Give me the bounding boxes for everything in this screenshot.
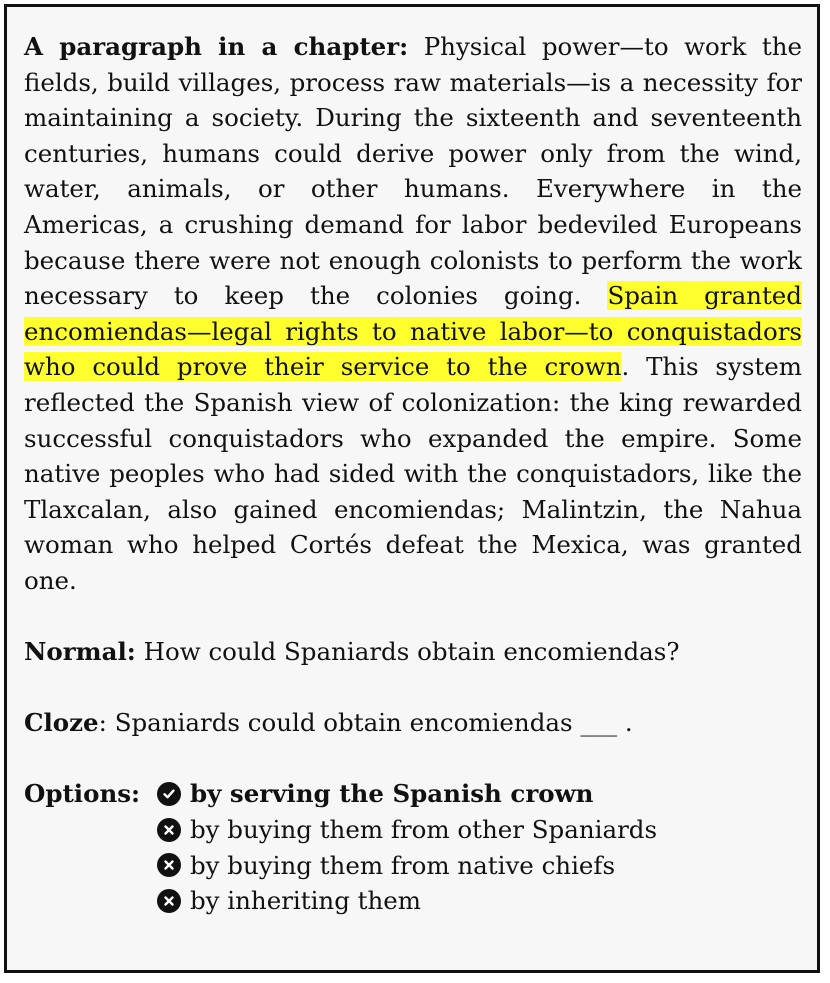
options-label: Options:: [24, 779, 141, 809]
option-item-2: [24, 812, 802, 848]
x-circle-icon: [157, 818, 181, 842]
spacer: [24, 741, 802, 777]
option-text: by buying them from native chiefs: [190, 850, 616, 880]
option-item-1: [24, 776, 802, 812]
spacer: [24, 670, 802, 706]
cloze-label: Cloze: [24, 708, 99, 738]
chapter-paragraph: [24, 29, 802, 599]
normal-question: [24, 634, 802, 670]
highlighted-sentence: Spain granted encomiendas—legal rights to native labor—to conquistadors who could prove their service to the crown: [24, 281, 802, 382]
option-item-4: [24, 883, 802, 919]
spacer: [24, 599, 802, 635]
document-frame: [4, 4, 820, 973]
paragraph-text-after: . This system reflected the Spanish view of colonization: the king rewarded successful conquistadors who expanded the empire. Some native peoples who had sided with the conquistadors, like the Tlaxcalan, also gained encomiendas; Malintzin, the Nahua woman who helped Cortés defeat the Mexica, was granted one.: [24, 352, 802, 595]
normal-text: How could Spaniards obtain encomiendas?: [135, 637, 680, 667]
x-circle-icon: [157, 853, 181, 877]
paragraph-text-before: Physical power—to work the fields, build villages, process raw materials—is a necessity for maintaining a society. During the sixteenth and seventeenth centuries, humans could derive power only from the wind, water, animals, or other humans. Everywhere in the Americas, a crushing demand for labor bedeviled Europeans because there were not enough colonists to perform the work necessary to keep the colonies going.: [24, 32, 802, 311]
document-content: [24, 29, 802, 919]
check-circle-icon: [157, 782, 181, 806]
option-item-3: [24, 848, 802, 884]
paragraph-label: A paragraph in a chapter:: [24, 32, 409, 61]
x-circle-icon: [157, 889, 181, 913]
cloze-text: : Spaniards could obtain encomiendas ___ .: [98, 708, 633, 738]
options-list: [24, 776, 802, 918]
cloze-question: [24, 705, 802, 741]
normal-label: Normal:: [24, 637, 136, 667]
option-text: by buying them from other Spaniards: [190, 815, 658, 845]
option-text: by serving the Spanish crown: [190, 779, 594, 809]
option-text: by inheriting them: [190, 886, 422, 916]
